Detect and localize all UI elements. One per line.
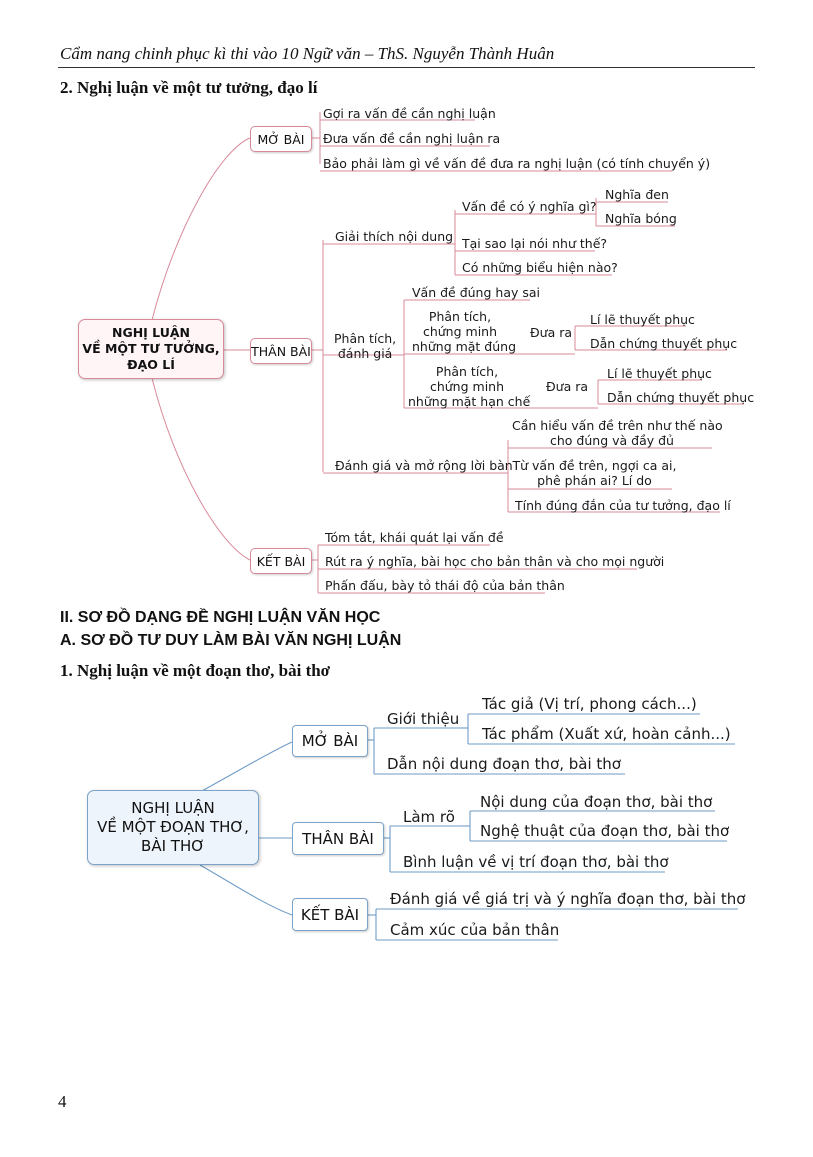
map1-danh-gia-line: Cần hiểu vấn đề trên như thế nào bbox=[512, 418, 723, 433]
map2-mo-bai-node: MỞ BÀI bbox=[292, 725, 368, 757]
map1-phan-tich-label bbox=[334, 331, 396, 361]
map2-root-node bbox=[87, 790, 259, 865]
map2-tac-pham: Tác phẩm (Xuất xứ, hoàn cảnh...) bbox=[482, 725, 731, 743]
map1-nghia-bong: Nghĩa bóng bbox=[605, 211, 677, 226]
section-heading: II. SƠ ĐỒ DẠNG ĐỀ NGHỊ LUẬN VĂN HỌC bbox=[60, 609, 381, 626]
map2-binh-luan: Bình luận về vị trí đoạn thơ, bài thơ bbox=[403, 853, 669, 871]
map1-ket-bai-item: Rút ra ý nghĩa, bài học cho bản thân và cho mọi người bbox=[325, 554, 665, 569]
map1-root-line: VỀ MỘT TƯ TƯỞNG, bbox=[82, 341, 220, 356]
map2-nghe-thuat: Nghệ thuật của đoạn thơ, bài thơ bbox=[480, 822, 730, 840]
map1-mat-han-che-line: Phân tích, bbox=[435, 364, 499, 379]
map1-ket-bai-node: KẾT BÀI bbox=[250, 548, 312, 574]
map1-li-le: Lí lẽ thuyết phục bbox=[607, 366, 712, 381]
map2-danh-gia: Đánh giá về giá trị và ý nghĩa đoạn thơ, bài thơ bbox=[390, 890, 746, 908]
map1-dua-ra: Đưa ra bbox=[546, 379, 589, 394]
map1-li-le: Lí lẽ thuyết phục bbox=[590, 312, 695, 327]
map2-tac-gia: Tác giả (Vị trí, phong cách...) bbox=[482, 695, 697, 713]
map1-giai-thich-q1: Vấn đề có ý nghĩa gì? bbox=[462, 199, 597, 214]
map2-than-bai-node: THÂN BÀI bbox=[292, 822, 384, 855]
map2-root-line: VỀ MỘT ĐOẠN THƠ, bbox=[97, 818, 249, 836]
map1-danh-gia-line: cho đúng và đầy đủ bbox=[550, 433, 674, 448]
map1-phan-tich-line: đánh giá bbox=[337, 346, 393, 361]
map1-mat-han-che-line: chứng minh bbox=[429, 379, 505, 394]
section-title: 2. Nghị luận về một tư tưởng, đạo lí bbox=[60, 78, 318, 97]
map1-giai-thich-q2: Tại sao lại nói như thế? bbox=[462, 236, 608, 251]
map1-root-node bbox=[78, 319, 224, 379]
map1-mat-dung-line: Phân tích, bbox=[428, 309, 492, 324]
map1-mat-han-che-line: những mặt hạn chế bbox=[408, 394, 531, 409]
map2-root-line: BÀI THƠ bbox=[141, 837, 205, 855]
map1-ket-bai-item: Tóm tắt, khái quát lại vấn đề bbox=[325, 530, 504, 545]
map1-ket-bai-item: Phấn đấu, bày tỏ thái độ của bản thân bbox=[325, 578, 565, 593]
map2-noi-dung: Nội dung của đoạn thơ, bài thơ bbox=[480, 793, 713, 811]
map2-root-line: NGHỊ LUẬN bbox=[131, 799, 215, 817]
map2-ket-bai-node: KẾT BÀI bbox=[292, 898, 368, 931]
map1-mat-dung-line: những mặt đúng bbox=[412, 339, 517, 354]
map1-danh-gia-item: Tính đúng đắn của tư tưởng, đạo lí bbox=[515, 498, 731, 513]
map1-mo-bai-item: Đưa vấn đề cần nghị luận ra bbox=[323, 131, 501, 146]
map1-danh-gia-item bbox=[512, 458, 677, 488]
map1-giai-thich-label: Giải thích nội dung bbox=[335, 229, 454, 244]
map1-mo-bai-node: MỞ BÀI bbox=[250, 126, 312, 152]
map2-cam-xuc: Cảm xúc của bản thân bbox=[390, 921, 560, 939]
map1-dan-chung: Dẫn chứng thuyết phục bbox=[607, 390, 755, 405]
map1-root-line: NGHỊ LUẬN bbox=[111, 325, 190, 340]
map1-phan-tich-line: Phân tích, bbox=[334, 331, 397, 346]
running-header: Cẩm nang chinh phục kì thi vào 10 Ngữ văn – ThS. Nguyễn Thành Huân bbox=[60, 44, 555, 63]
map1-mat-dung bbox=[412, 309, 517, 354]
section-title: 1. Nghị luận về một đoạn thơ, bài thơ bbox=[60, 661, 331, 680]
map1-giai-thich-q3: Có những biểu hiện nào? bbox=[462, 260, 618, 275]
map1-root-line: ĐẠO LÍ bbox=[127, 357, 175, 372]
map1-dua-ra: Đưa ra bbox=[530, 325, 573, 340]
map1-than-bai-node: THÂN BÀI bbox=[250, 338, 312, 364]
section-subheading: A. SƠ ĐỒ TƯ DUY LÀM BÀI VĂN NGHỊ LUẬN bbox=[60, 632, 402, 649]
map2-lam-ro: Làm rõ bbox=[403, 808, 455, 826]
map2-gioi-thieu: Giới thiệu bbox=[387, 710, 460, 728]
map1-mo-bai-item: Gợi ra vấn đề cần nghị luận bbox=[323, 106, 496, 121]
map1-nghia-den: Nghĩa đen bbox=[605, 187, 669, 202]
map1-mo-bai-item: Bảo phải làm gì về vấn đề đưa ra nghị luận (có tính chuyển ý) bbox=[323, 156, 711, 171]
map1-mat-dung-line: chứng minh bbox=[422, 324, 498, 339]
map1-vande-dung-sai: Vấn đề đúng hay sai bbox=[412, 285, 540, 300]
map1-danh-gia-label: Đánh giá và mở rộng lời bàn bbox=[335, 458, 513, 473]
map1-danh-gia-line: phê phán ai? Lí do bbox=[537, 473, 652, 488]
map2-dan-noi-dung: Dẫn nội dung đoạn thơ, bài thơ bbox=[387, 755, 621, 773]
map1-danh-gia-item bbox=[512, 418, 723, 448]
map1-dan-chung: Dẫn chứng thuyết phục bbox=[590, 336, 738, 351]
page-number: 4 bbox=[58, 1092, 67, 1111]
map1-mat-han-che bbox=[408, 364, 531, 409]
map1-danh-gia-line: Từ vấn đề trên, ngợi ca ai, bbox=[512, 458, 677, 473]
